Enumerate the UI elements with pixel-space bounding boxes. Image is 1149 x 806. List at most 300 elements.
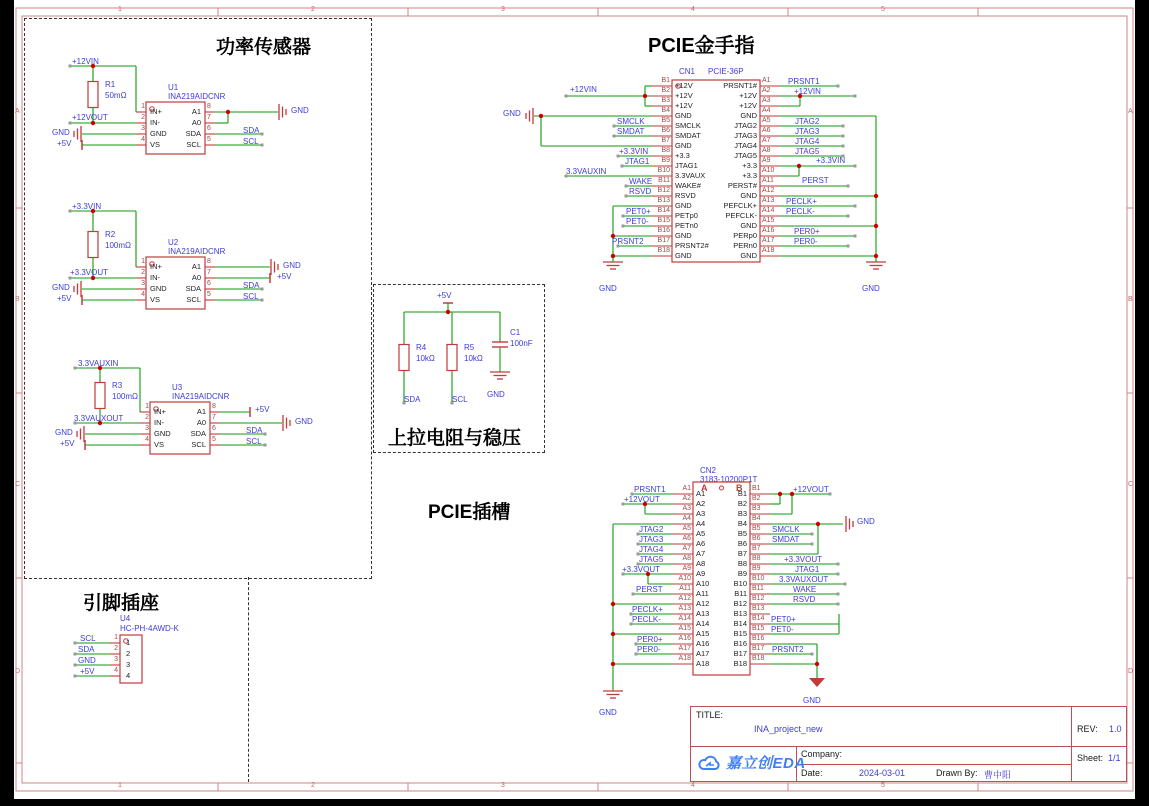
connector-header: B <box>736 483 743 493</box>
net-label[interactable]: 3.3VAUXIN <box>78 359 119 368</box>
pin-designator: A13 <box>762 197 775 204</box>
frame-col-number: 2 <box>311 782 315 789</box>
pin-designator: B5 <box>661 117 670 124</box>
pin-name: GND <box>150 284 167 293</box>
frame-col-number: 3 <box>501 6 505 13</box>
connector-part[interactable]: 3183-10200P1T <box>700 475 758 484</box>
pin-name: B8 <box>737 559 747 568</box>
pin-name: A2 <box>696 499 706 508</box>
pin-number: 4 <box>141 136 145 143</box>
pin-name: A1 <box>696 489 706 498</box>
pin-designator: B13 <box>752 605 765 612</box>
pin-number: 2 <box>145 414 149 421</box>
pin-name: GND <box>740 191 757 200</box>
pin-name: +3.3 <box>742 161 757 170</box>
net-label[interactable]: JTAG5 <box>639 555 664 564</box>
pin-name: A12 <box>696 599 710 608</box>
pin-designator: A18 <box>678 655 691 662</box>
pin-name: A18 <box>696 659 710 668</box>
power-net-label[interactable]: GND <box>52 283 70 292</box>
pin-name: +12V <box>675 101 693 110</box>
net-label[interactable]: +3.3VIN <box>619 147 649 156</box>
pin-name: GND <box>150 129 167 138</box>
pin-name: GND <box>675 251 692 260</box>
net-label[interactable]: SCL <box>80 634 96 643</box>
frame-col-number: 4 <box>691 782 695 789</box>
cloud-icon <box>697 754 723 772</box>
pin-header-ref[interactable]: U4 <box>120 614 131 623</box>
frame-row-letter: B <box>1128 296 1133 303</box>
net-label[interactable]: JTAG4 <box>639 545 664 554</box>
net-label[interactable]: SMCLK <box>772 525 800 534</box>
ic-ref[interactable]: U1 <box>168 83 179 92</box>
frame-row-letter: C <box>15 481 21 488</box>
pin-designator: B2 <box>661 87 670 94</box>
pin-name: A16 <box>696 639 710 648</box>
net-label[interactable]: SDA <box>404 395 421 404</box>
logo-text: 嘉立创EDA <box>726 755 806 772</box>
pin-designator: A10 <box>762 167 775 174</box>
power-net-label[interactable]: GND <box>599 708 617 717</box>
pin-designator: A3 <box>682 505 691 512</box>
pin-name: SCL <box>186 295 201 304</box>
pin-name: PRSNT1# <box>723 81 757 90</box>
net-label[interactable]: +5V <box>437 291 452 300</box>
pin-designator: A9 <box>762 157 771 164</box>
pin-name: 2 <box>126 649 131 658</box>
pin-designator: B1 <box>752 485 761 492</box>
section-title-pullup[interactable]: 上拉电阻与稳压 <box>388 428 522 449</box>
company-label: Company: <box>801 749 843 759</box>
pin-designator: A3 <box>762 97 771 104</box>
pin-name: JTAG3 <box>734 131 757 140</box>
net-label[interactable]: +3.3VOUT <box>622 565 661 574</box>
net-label[interactable]: JTAG1 <box>795 565 820 574</box>
pin-designator: B7 <box>661 137 670 144</box>
pin-designator: B3 <box>661 97 670 104</box>
pin-name: SMDAT <box>675 131 701 140</box>
ic-ref[interactable]: U3 <box>172 383 183 392</box>
pin-designator: A9 <box>682 565 691 572</box>
pin-name: JTAG2 <box>734 121 757 130</box>
pin-name: +3.3 <box>675 151 690 160</box>
net-label[interactable]: PRSNT2 <box>772 645 804 654</box>
pin-name: VS <box>150 295 161 304</box>
frame-row-letter: A <box>15 108 20 115</box>
pin-name: A5 <box>696 529 706 538</box>
pin-designator: 1 <box>114 634 118 641</box>
pin-designator: A11 <box>679 585 691 592</box>
net-label[interactable]: RSVD <box>793 595 816 604</box>
pin-designator: B10 <box>752 575 765 582</box>
net-label[interactable]: +12VOUT <box>72 113 108 122</box>
net-label[interactable]: SDA <box>243 126 260 135</box>
pin-name: A13 <box>696 609 710 618</box>
pin-number: 8 <box>212 403 216 410</box>
ic-ref[interactable]: U2 <box>168 238 179 247</box>
power-net-label[interactable]: +5V <box>255 405 270 414</box>
connector-part[interactable]: PCIE-36P <box>708 67 744 76</box>
pin-designator: A7 <box>762 137 771 144</box>
power-net-label[interactable]: +5V <box>57 294 72 303</box>
pin-name: B9 <box>737 569 747 578</box>
net-label[interactable]: JTAG1 <box>625 157 650 166</box>
pin-designator: B2 <box>752 495 761 502</box>
pin-designator: A1 <box>762 77 771 84</box>
net-label[interactable]: PECLK- <box>786 207 815 216</box>
pin-designator: B7 <box>752 545 761 552</box>
pin-designator: A2 <box>762 87 771 94</box>
pin-name: A15 <box>696 629 710 638</box>
section-title-pcie-slot[interactable]: PCIE插槽 <box>428 502 511 523</box>
sheet-value[interactable]: 1/1 <box>1108 753 1121 763</box>
net-label[interactable]: +3.3VOUT <box>70 268 109 277</box>
net-label[interactable]: PECLK+ <box>632 605 663 614</box>
frame-row-letter: A <box>1128 108 1133 115</box>
title-value[interactable]: INA_project_new <box>754 724 823 734</box>
net-label[interactable]: +12VOUT <box>624 495 660 504</box>
net-label[interactable]: PRSNT2 <box>612 237 644 246</box>
pin-name: VS <box>154 440 165 449</box>
pin-designator: A12 <box>678 595 691 602</box>
pin-designator: 4 <box>114 667 118 674</box>
net-label[interactable]: RSVD <box>629 187 652 196</box>
net-label[interactable]: PRSNT1 <box>634 485 666 494</box>
pin-number: 8 <box>207 258 211 265</box>
connector-ref[interactable]: CN2 <box>700 466 717 475</box>
pin-name: B12 <box>733 599 747 608</box>
sheet-label: Sheet: <box>1077 753 1104 763</box>
pin-name: B5 <box>737 529 747 538</box>
net-label[interactable]: SDA <box>246 426 263 435</box>
pin-designator: B12 <box>657 187 670 194</box>
pin-name: B13 <box>733 609 747 618</box>
pin-name: +12V <box>675 81 693 90</box>
pin-name: PEFCLK- <box>725 211 757 220</box>
pin-designator: A4 <box>762 107 771 114</box>
pin-name: B2 <box>737 499 747 508</box>
net-label[interactable]: PET0+ <box>626 207 651 216</box>
pin-designator: A8 <box>762 147 771 154</box>
pin-designator: B16 <box>657 227 670 234</box>
power-net-label[interactable]: GND <box>503 109 521 118</box>
net-label[interactable]: PERST <box>636 585 663 594</box>
date-value[interactable]: 2024-03-01 <box>859 768 906 778</box>
pin-name: RSVD <box>675 191 696 200</box>
frame-col-number: 5 <box>881 782 885 789</box>
net-label[interactable]: +5V <box>80 667 95 676</box>
pin-designator: A10 <box>678 575 691 582</box>
section-title-power-sensor[interactable]: 功率传感器 <box>216 37 312 58</box>
pin-name: SDA <box>185 284 201 293</box>
pin-designator: B16 <box>752 635 765 642</box>
pin-designator: B15 <box>657 217 670 224</box>
pin-designator: A14 <box>762 207 775 214</box>
pin-designator: A13 <box>678 605 691 612</box>
connector-header: A <box>701 483 708 493</box>
net-label[interactable]: PECLK+ <box>786 197 817 206</box>
net-label[interactable]: PER0+ <box>794 227 820 236</box>
pin-designator: B8 <box>661 147 670 154</box>
pin-name: IN+ <box>150 262 162 271</box>
pin-number: 5 <box>207 291 211 298</box>
pin-number: 7 <box>207 114 211 121</box>
power-net-label[interactable]: +5V <box>60 439 75 448</box>
net-label[interactable]: +3.3VOUT <box>784 555 823 564</box>
pin-name: A6 <box>696 539 706 548</box>
pin-name: A14 <box>696 619 710 628</box>
pin-designator: B17 <box>752 645 765 652</box>
pin-designator: A4 <box>682 515 691 522</box>
resistor-ref[interactable]: R2 <box>105 229 116 239</box>
resistor-value[interactable]: 50mΩ <box>105 90 127 100</box>
pin-designator: B3 <box>752 505 761 512</box>
pin-name: GND <box>740 221 757 230</box>
net-label[interactable]: +12VIN <box>570 85 597 94</box>
net-label[interactable]: 3.3VAUXOUT <box>779 575 829 584</box>
pin-name: 4 <box>126 671 131 680</box>
section-title-pin-header[interactable]: 引脚插座 <box>83 593 160 614</box>
net-label[interactable]: SCL <box>243 292 259 301</box>
net-label[interactable]: SCL <box>452 395 468 404</box>
pin-name: IN+ <box>150 107 162 116</box>
net-label[interactable]: PER0- <box>637 645 661 654</box>
net-label[interactable]: PRSNT1 <box>788 77 820 86</box>
pin-number: 5 <box>207 136 211 143</box>
frame-col-number: 3 <box>501 782 505 789</box>
net-label[interactable]: +3.3VIN <box>72 202 102 211</box>
power-net-label[interactable]: GND <box>295 417 313 426</box>
net-label[interactable]: SMDAT <box>772 535 800 544</box>
power-net-label[interactable]: GND <box>52 128 70 137</box>
pin-name: B14 <box>733 619 747 628</box>
resistor-value[interactable]: 10kΩ <box>464 353 483 363</box>
resistor-ref[interactable]: R3 <box>112 380 123 390</box>
pin-header-part[interactable]: HC-PH-4AWD-K <box>120 624 179 633</box>
pin-designator: A11 <box>762 177 774 184</box>
net-label[interactable]: JTAG5 <box>795 147 820 156</box>
resistor-value[interactable]: 10kΩ <box>416 353 435 363</box>
pin-designator: B6 <box>752 535 761 542</box>
easyeda-logo <box>697 752 806 773</box>
pin-designator: A12 <box>762 187 775 194</box>
net-label[interactable]: PET0- <box>626 217 649 226</box>
capacitor-ref[interactable]: C1 <box>510 328 521 337</box>
pin-designator: A17 <box>762 237 775 244</box>
pin-designator: B10 <box>657 167 670 174</box>
pin-name: GND <box>740 111 757 120</box>
pin-name: GND <box>675 111 692 120</box>
resistor-ref[interactable]: R4 <box>416 342 427 352</box>
pin-name: PEFCLK+ <box>723 201 757 210</box>
pin-name: B4 <box>737 519 747 528</box>
pin-number: 8 <box>207 103 211 110</box>
net-label[interactable]: SMDAT <box>617 127 645 136</box>
pin-name: A11 <box>696 589 709 598</box>
net-label[interactable]: +3.3VIN <box>816 156 846 165</box>
pin-designator: A16 <box>678 635 691 642</box>
pin-designator: B12 <box>752 595 765 602</box>
pin-number: 1 <box>141 258 145 265</box>
net-label[interactable]: SDA <box>78 645 95 654</box>
net-label[interactable]: PER0- <box>794 237 818 246</box>
net-label[interactable]: +12VIN <box>72 57 99 66</box>
pin-name: SCL <box>186 140 201 149</box>
pin-number: 6 <box>212 425 216 432</box>
pin-designator: 2 <box>114 645 118 652</box>
pin-designator: B11 <box>658 177 670 184</box>
pin-name: PERp0 <box>733 231 757 240</box>
net-label[interactable]: SCL <box>243 137 259 146</box>
pin-designator: B1 <box>661 77 670 84</box>
power-net-label[interactable]: +5V <box>57 139 72 148</box>
power-net-label[interactable]: GND <box>487 390 505 399</box>
net-label[interactable]: JTAG2 <box>795 117 820 126</box>
net-label[interactable]: SDA <box>243 281 260 290</box>
frame-row-letter: C <box>1128 481 1134 488</box>
power-net-label[interactable]: GND <box>862 284 880 293</box>
frame-col-number: 1 <box>118 782 122 789</box>
pin-name: A7 <box>696 549 706 558</box>
rev-label: REV: <box>1077 724 1098 734</box>
pin-designator: A15 <box>678 625 691 632</box>
net-label[interactable]: SCL <box>246 437 262 446</box>
pin-designator: A2 <box>682 495 691 502</box>
pin-number: 2 <box>141 114 145 121</box>
pin-name: WAKE# <box>675 181 701 190</box>
power-net-label[interactable]: GND <box>599 284 617 293</box>
power-net-label[interactable]: +5V <box>277 272 292 281</box>
net-label[interactable]: PET0- <box>771 625 794 634</box>
pin-designator: B15 <box>752 625 765 632</box>
pin-name: +3.3 <box>742 171 757 180</box>
pin-number: 6 <box>207 280 211 287</box>
section-title-pcie-fingers[interactable]: PCIE金手指 <box>648 35 755 57</box>
pin-name: B1 <box>737 489 747 498</box>
capacitor-value[interactable]: 100nF <box>510 339 533 348</box>
pin-name: PERST# <box>727 181 757 190</box>
pin-name: +12V <box>739 101 757 110</box>
pin-designator: B4 <box>752 515 761 522</box>
pin-number: 4 <box>145 436 149 443</box>
net-label[interactable]: +12VIN <box>794 87 821 96</box>
net-label[interactable]: SMCLK <box>617 117 645 126</box>
pin-designator: B9 <box>661 157 670 164</box>
pin-name: A0 <box>196 418 206 427</box>
pin-name: B16 <box>733 639 747 648</box>
net-label[interactable]: JTAG4 <box>795 137 820 146</box>
pin-name: A0 <box>191 118 201 127</box>
frame-col-number: 2 <box>311 6 315 13</box>
power-net-label[interactable]: GND <box>55 428 73 437</box>
pin-designator: A6 <box>762 127 771 134</box>
resistor-ref[interactable]: R1 <box>105 79 116 89</box>
net-label[interactable]: PET0+ <box>771 615 796 624</box>
pin-name: GND <box>675 201 692 210</box>
net-label[interactable]: PECLK- <box>632 615 661 624</box>
pin-designator: B17 <box>657 237 670 244</box>
net-label[interactable]: PERST <box>802 176 829 185</box>
pin-name: JTAG5 <box>734 151 757 160</box>
power-net-label[interactable]: GND <box>291 106 309 115</box>
drawn-by-value[interactable]: 曹中阳 <box>984 770 1012 780</box>
pin-name: B15 <box>733 629 747 638</box>
pin-name: B17 <box>733 649 747 658</box>
pin-name: GND <box>740 251 757 260</box>
pin-name: B6 <box>737 539 747 548</box>
pin-name: A17 <box>696 649 710 658</box>
pin-number: 2 <box>141 269 145 276</box>
pin-name: PERn0 <box>733 241 757 250</box>
pin-name: PETn0 <box>675 221 698 230</box>
net-label[interactable]: WAKE <box>629 177 653 186</box>
net-label[interactable]: 3.3VAUXOUT <box>74 414 124 423</box>
pin-name: B18 <box>733 659 747 668</box>
net-label[interactable]: +12VOUT <box>793 485 829 494</box>
pin-designator: A17 <box>678 645 691 652</box>
resistor-value[interactable]: 100mΩ <box>105 240 131 250</box>
pin-name: JTAG1 <box>675 161 698 170</box>
pin-name: B3 <box>737 509 747 518</box>
pin-name: IN- <box>150 273 160 282</box>
pin-name: VS <box>150 140 161 149</box>
pin-designator: A18 <box>762 247 775 254</box>
pin-designator: A15 <box>762 217 775 224</box>
power-net-label[interactable]: GND <box>857 517 875 526</box>
pin-number: 1 <box>141 103 145 110</box>
ic-part[interactable]: INA219AIDCNR <box>168 92 226 101</box>
net-label[interactable]: JTAG3 <box>795 127 820 136</box>
net-label[interactable]: JTAG2 <box>639 525 664 534</box>
frame-row-letter: D <box>15 668 21 675</box>
power-net-label[interactable]: GND <box>803 696 821 705</box>
pin-name: B11 <box>734 589 747 598</box>
ic-part[interactable]: INA219AIDCNR <box>168 247 226 256</box>
pin-designator: 3 <box>114 656 118 663</box>
power-net-label[interactable]: GND <box>283 261 301 270</box>
pin-name: +12V <box>675 91 693 100</box>
pin-name: IN+ <box>154 407 166 416</box>
net-label[interactable]: JTAG3 <box>639 535 664 544</box>
net-label[interactable]: 3.3VAUXIN <box>566 167 607 176</box>
pin-number: 4 <box>141 291 145 298</box>
pin-designator: A14 <box>678 615 691 622</box>
net-label[interactable]: GND <box>78 656 96 665</box>
frame-col-number: 5 <box>881 6 885 13</box>
section-divider-pin-header <box>248 577 249 782</box>
pin-designator: B14 <box>752 615 765 622</box>
pin-number: 5 <box>212 436 216 443</box>
net-label[interactable]: WAKE <box>793 585 817 594</box>
pin-name: GND <box>154 429 171 438</box>
pin-name: SMCLK <box>675 121 701 130</box>
pin-designator: B9 <box>752 565 761 572</box>
resistor-ref[interactable]: R5 <box>464 342 475 352</box>
rev-value[interactable]: 1.0 <box>1109 724 1122 734</box>
connector-ref[interactable]: CN1 <box>679 67 696 76</box>
pin-designator: A16 <box>762 227 775 234</box>
net-label[interactable]: PER0+ <box>637 635 663 644</box>
pin-name: A10 <box>696 579 710 588</box>
pin-name: 3.3VAUX <box>675 171 706 180</box>
resistor-value[interactable]: 100mΩ <box>112 391 138 401</box>
pin-name: A9 <box>696 569 706 578</box>
ic-part[interactable]: INA219AIDCNR <box>172 392 230 401</box>
pin-designator: B6 <box>661 127 670 134</box>
pin-number: 7 <box>207 269 211 276</box>
frame-col-number: 4 <box>691 6 695 13</box>
pin-name: IN- <box>154 418 164 427</box>
